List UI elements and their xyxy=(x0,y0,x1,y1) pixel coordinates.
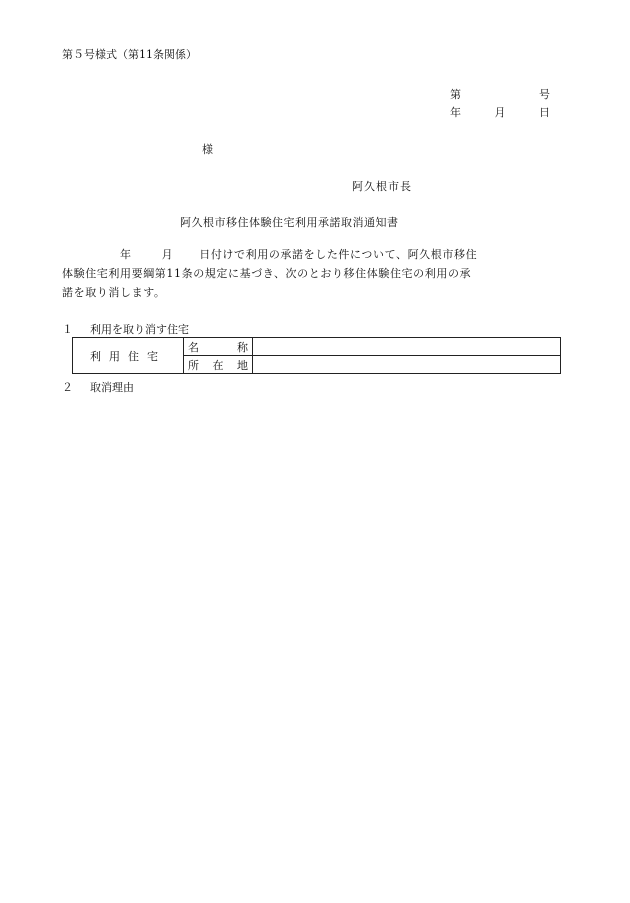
body-month: 月 xyxy=(161,248,174,261)
location-label-char-2: 在 xyxy=(212,358,224,372)
addressee: 様 xyxy=(202,143,213,156)
document-number xyxy=(450,86,550,104)
name-value[interactable] xyxy=(253,338,561,356)
section-2-number: ２ xyxy=(62,381,73,394)
date-day: 日 xyxy=(539,106,550,119)
doc-number-prefix: 第 xyxy=(450,88,461,101)
location-value[interactable] xyxy=(253,356,561,374)
body-line-2: 体験住宅利用要綱第11条の規定に基づき、次のとおり移住体験住宅の利用の承 xyxy=(62,267,472,280)
housing-table xyxy=(72,337,561,374)
table-row xyxy=(73,338,561,356)
location-label-cell xyxy=(184,356,253,374)
body-line-1 xyxy=(62,245,562,264)
section-2-heading xyxy=(62,379,134,395)
date-year: 年 xyxy=(450,106,461,119)
document-title: 阿久根市移住体験住宅利用承諾取消通知書 xyxy=(180,216,399,229)
name-label-char-2: 称 xyxy=(237,340,248,354)
section-2-title: 取消理由 xyxy=(90,381,134,394)
housing-header: 利用住宅 xyxy=(73,338,184,374)
date-month: 月 xyxy=(494,106,506,119)
body-line-1-rest: 日付けで利用の承諾をした件について、阿久根市移住 xyxy=(199,248,478,261)
body-year: 年 xyxy=(120,248,132,261)
location-label-char-1: 所 xyxy=(188,358,199,372)
issue-date xyxy=(450,104,550,120)
sender-name: 阿久根市長 xyxy=(352,180,412,193)
name-label-cell xyxy=(184,338,253,356)
name-label-char-1: 名 xyxy=(188,340,199,354)
section-1-number: １ xyxy=(62,323,73,336)
location-label-char-3: 地 xyxy=(237,358,248,372)
body-text xyxy=(62,245,562,302)
form-number: 第５号様式（第11条関係） xyxy=(62,48,197,61)
section-1-heading xyxy=(62,321,189,337)
section-1-title: 利用を取り消す住宅 xyxy=(90,323,189,336)
doc-number-suffix: 号 xyxy=(539,88,550,101)
body-line-3: 諾を取り消します。 xyxy=(62,286,166,299)
